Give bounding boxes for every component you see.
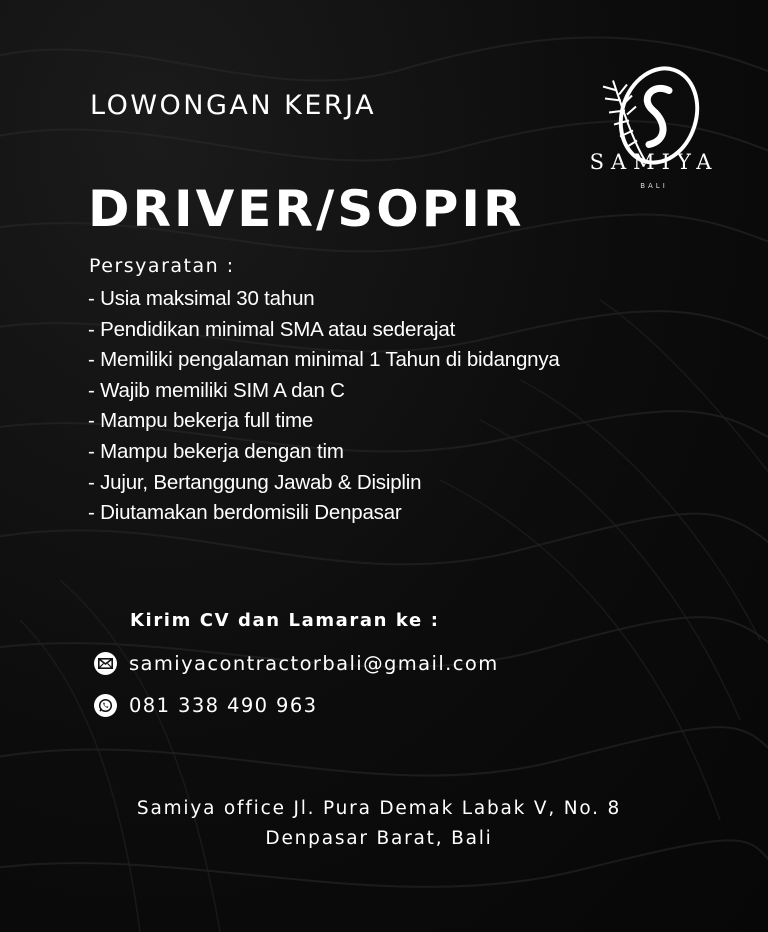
job-title: DRIVER/SOPIR <box>88 180 525 238</box>
requirement-item: - Jujur, Bertanggung Jawab & Disiplin <box>88 470 422 494</box>
whatsapp-icon <box>94 694 117 717</box>
requirement-item: - Usia maksimal 30 tahun <box>88 287 315 310</box>
email-contact[interactable] <box>94 652 499 675</box>
phone-number: 081 338 490 963 <box>129 694 318 717</box>
requirement-item: - Mampu bekerja full time <box>88 409 314 433</box>
requirement-item: - Pendidikan minimal SMA atau sederajat <box>88 317 456 341</box>
requirements-list <box>88 284 560 529</box>
samiya-logo-icon <box>573 38 738 203</box>
requirement-item: - Mampu bekerja dengan tim <box>88 439 344 463</box>
requirements-heading: Persyaratan : <box>89 255 235 277</box>
address-line-2: Denpasar Barat, Bali <box>265 828 493 849</box>
address-line-1: Samiya office Jl. Pura Demak Labak V, No. 8 <box>136 798 622 819</box>
office-address <box>0 794 758 854</box>
phone-contact[interactable] <box>94 694 317 717</box>
requirement-item: - Diutamakan berdomisili Denpasar <box>88 501 402 525</box>
requirement-item: - Memiliki pengalaman minimal 1 Tahun di bidangnya <box>88 348 560 372</box>
requirement-item: - Wajib memiliki SIM A dan C <box>88 378 345 402</box>
mail-icon <box>94 652 117 675</box>
brand-location: BALI <box>640 182 668 190</box>
brand-name: SAMIYA <box>589 150 719 174</box>
email-address: samiyacontractorbali@gmail.com <box>129 652 499 675</box>
send-cv-heading: Kirim CV dan Lamaran ke : <box>130 610 440 631</box>
eyebrow-heading: LOWONGAN KERJA <box>90 90 377 121</box>
